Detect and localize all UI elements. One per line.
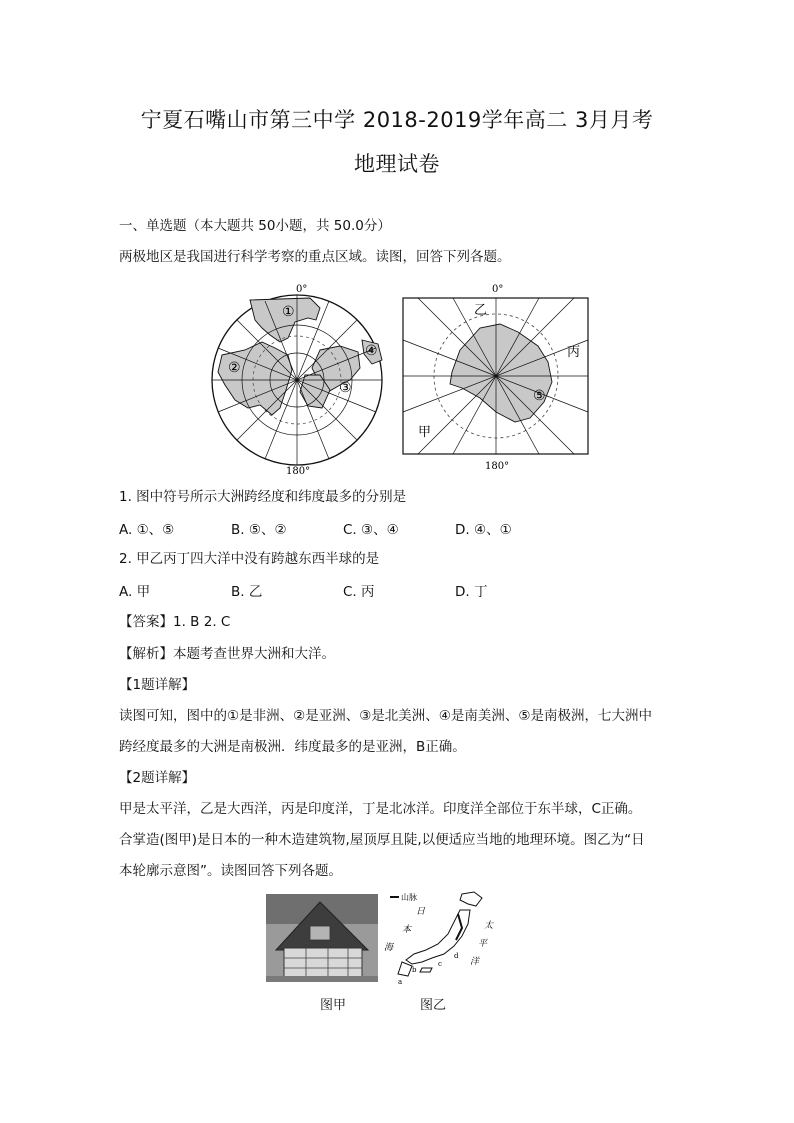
marker-2: ② xyxy=(228,360,241,376)
page-title: 宁夏石嘴山市第三中学 2018-2019学年高二 3月月考 xyxy=(140,108,654,132)
analysis-line: 【解析】本题考查世界大洲和大洋。 xyxy=(119,646,335,662)
section-heading: 一、单选题（本大题共 50小题，共 50.0分） xyxy=(119,218,391,234)
legend-mountain-label: 山脉 xyxy=(401,893,417,902)
ocean-label-bing: 丙 xyxy=(567,345,581,360)
detail-1-heading: 【1题详解】 xyxy=(119,677,196,693)
question-2-stem: 2. 甲乙丙丁四大洋中没有跨越东西半球的是 xyxy=(119,551,380,567)
passage-2-line-1: 合掌造(图甲)是日本的一种木造建筑物,屋顶厚且陡,以便适应当地的地理环境。图乙为“日 xyxy=(119,832,645,848)
q2-option-d: D. 丁 xyxy=(455,584,488,600)
north-polar-map xyxy=(212,284,382,475)
q2-option-c: C. 丙 xyxy=(343,584,375,600)
point-label-b: b xyxy=(412,966,417,974)
ocean-char-ping: 平 xyxy=(478,939,488,949)
gassho-house-photo xyxy=(266,894,378,982)
marker-3: ③ xyxy=(339,380,352,396)
ocean-char-yang: 洋 xyxy=(470,957,480,967)
sea-char-ben: 本 xyxy=(402,925,412,935)
q2-option-b: B. 乙 xyxy=(231,584,263,600)
page-subtitle: 地理试卷 xyxy=(354,152,440,176)
question-intro: 两极地区是我国进行科学考察的重点区域。读图，回答下列各题。 xyxy=(119,249,511,265)
south-map-bottom-label: 180° xyxy=(485,461,510,472)
ocean-label-yi: 乙 xyxy=(474,303,488,318)
north-map-bottom-label: 180° xyxy=(286,466,311,475)
q2-option-a: A. 甲 xyxy=(119,584,151,600)
q1-option-d: D. ④、① xyxy=(455,522,512,538)
polar-maps-figure xyxy=(200,280,600,475)
answer-line: 【答案】1. B 2. C xyxy=(119,614,231,630)
q1-option-a: A. ①、⑤ xyxy=(119,522,175,538)
north-map-top-label: 0° xyxy=(296,284,308,295)
japan-figure xyxy=(262,888,512,988)
detail-1-line-1: 读图可知，图中的①是非洲、②是亚洲、③是北美洲、④是南美洲、⑤是南极洲，七大洲中 xyxy=(119,708,653,724)
q1-option-c: C. ③、④ xyxy=(343,522,399,538)
sea-char-ri: 日 xyxy=(416,907,426,917)
south-polar-map xyxy=(403,284,588,472)
passage-2-line-2: 本轮廓示意图”。读图回答下列各题。 xyxy=(119,863,342,879)
question-2-options xyxy=(0,580,794,600)
south-map-top-label: 0° xyxy=(492,284,504,295)
marker-5: ⑤ xyxy=(533,388,546,404)
point-label-a: a xyxy=(398,978,403,986)
q1-option-b: B. ⑤、② xyxy=(231,522,287,538)
figure-caption-jia: 图甲 xyxy=(320,998,347,1013)
ocean-char-tai: 太 xyxy=(484,921,494,931)
marker-4: ④ xyxy=(365,343,378,359)
detail-1-line-2: 跨经度最多的大洲是南极洲．纬度最多的是亚洲，B正确。 xyxy=(119,739,466,755)
detail-2-heading: 【2题详解】 xyxy=(119,770,196,786)
sea-char-hai: 海 xyxy=(384,943,394,953)
question-1-options xyxy=(0,518,794,538)
japan-outline-map xyxy=(384,892,494,986)
point-label-d: d xyxy=(454,952,459,960)
point-label-c: c xyxy=(438,960,442,968)
question-1-stem: 1. 图中符号所示大洲跨经度和纬度最多的分别是 xyxy=(119,489,407,505)
detail-2-line-1: 甲是太平洋，乙是大西洋，丙是印度洋，丁是北冰洋。印度洋全部位于东半球，C正确。 xyxy=(119,801,642,817)
marker-1: ① xyxy=(282,304,295,320)
ocean-label-jia: 甲 xyxy=(418,425,432,440)
figure-caption-yi: 图乙 xyxy=(420,998,447,1013)
